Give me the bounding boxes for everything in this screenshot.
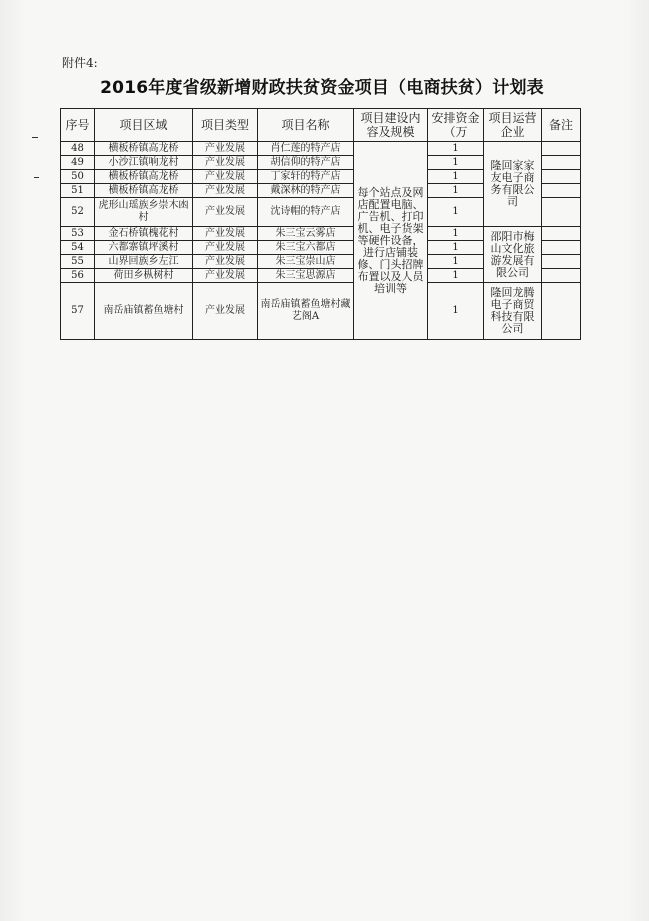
header-seq: 序号: [61, 109, 95, 142]
cell-name: 南岳庙镇蓄鱼塘村藏艺阁A: [258, 283, 354, 340]
cell-company-2: 邵阳市梅山文化旅游发展有限公司: [484, 227, 542, 283]
cell-area: 六都寨镇坪溪村: [95, 241, 193, 255]
cell-type: 产业发展: [193, 269, 258, 283]
header-remark: 备注: [542, 109, 581, 142]
cell-area: 金石桥镇槐花村: [95, 227, 193, 241]
cell-name: 沈诗帽的特产店: [258, 198, 354, 227]
header-type: 项目类型: [193, 109, 258, 142]
cell-remark: [542, 255, 581, 269]
scan-mark: [34, 177, 39, 178]
cell-seq: 49: [61, 156, 95, 170]
cell-remark: [542, 142, 581, 156]
cell-seq: 51: [61, 184, 95, 198]
cell-seq: 55: [61, 255, 95, 269]
cell-funds: 1: [428, 184, 484, 198]
table-row: [61, 283, 581, 340]
cell-name: 胡信仰的特产店: [258, 156, 354, 170]
cell-area: 虎形山瑶族乡崇木凼村: [95, 198, 193, 227]
cell-remark: [542, 283, 581, 340]
cell-remark: [542, 184, 581, 198]
header-company: 项目运营企业: [484, 109, 542, 142]
cell-funds: 1: [428, 269, 484, 283]
cell-name: 朱三宝思源店: [258, 269, 354, 283]
cell-seq: 57: [61, 283, 95, 340]
cell-remark: [542, 170, 581, 184]
cell-name: 戴深林的特产店: [258, 184, 354, 198]
attachment-label: 附件4:: [62, 56, 98, 70]
cell-company-1: 隆回家家友电子商务有限公司: [484, 142, 542, 227]
header-scope: 项目建设内容及规模: [354, 109, 428, 142]
cell-funds: 1: [428, 227, 484, 241]
cell-name: 朱三宝崇山店: [258, 255, 354, 269]
cell-area: 横板桥镇高龙桥: [95, 184, 193, 198]
scan-mark: [32, 137, 38, 138]
cell-funds: 1: [428, 156, 484, 170]
cell-seq: 56: [61, 269, 95, 283]
cell-name: 朱三宝六都店: [258, 241, 354, 255]
cell-type: 产业发展: [193, 170, 258, 184]
cell-seq: 50: [61, 170, 95, 184]
cell-remark: [542, 198, 581, 227]
table-row: [61, 142, 581, 156]
header-funds: 安排资金（万: [428, 109, 484, 142]
cell-remark: [542, 241, 581, 255]
header-area: 项目区域: [95, 109, 193, 142]
cell-seq: 52: [61, 198, 95, 227]
header-name: 项目名称: [258, 109, 354, 142]
table-row: [61, 227, 581, 241]
cell-funds: 1: [428, 283, 484, 340]
cell-area: 南岳庙镇蓄鱼塘村: [95, 283, 193, 340]
cell-company-3: 隆回龙腾电子商贸科技有限公司: [484, 283, 542, 340]
cell-area: 山界回族乡左江: [95, 255, 193, 269]
cell-type: 产业发展: [193, 227, 258, 241]
cell-name: 丁家轩的特产店: [258, 170, 354, 184]
cell-seq: 54: [61, 241, 95, 255]
cell-funds: 1: [428, 241, 484, 255]
header-row: [61, 109, 581, 142]
cell-type: 产业发展: [193, 142, 258, 156]
cell-type: 产业发展: [193, 184, 258, 198]
cell-seq: 48: [61, 142, 95, 156]
cell-remark: [542, 156, 581, 170]
cell-seq: 53: [61, 227, 95, 241]
cell-area: 小沙江镇响龙村: [95, 156, 193, 170]
cell-funds: 1: [428, 255, 484, 269]
cell-type: 产业发展: [193, 198, 258, 227]
cell-remark: [542, 269, 581, 283]
cell-type: 产业发展: [193, 241, 258, 255]
cell-area: 横板桥镇高龙桥: [95, 142, 193, 156]
cell-remark: [542, 227, 581, 241]
cell-name: 朱三宝云雾店: [258, 227, 354, 241]
cell-type: 产业发展: [193, 255, 258, 269]
cell-funds: 1: [428, 170, 484, 184]
cell-funds: 1: [428, 198, 484, 227]
cell-name: 肖仁莲的特产店: [258, 142, 354, 156]
cell-scope-merged: 每个站点及网店配置电脑、广告机、打印机、电子货架等硬件设备，进行店铺装修、门头招牌布置以及人员培训等: [354, 142, 428, 340]
cell-area: 横板桥镇高龙桥: [95, 170, 193, 184]
cell-area: 荷田乡枞树村: [95, 269, 193, 283]
plan-table: [60, 108, 581, 340]
cell-funds: 1: [428, 142, 484, 156]
document-title: 2016年度省级新增财政扶贫资金项目（电商扶贫）计划表: [100, 78, 544, 98]
cell-type: 产业发展: [193, 283, 258, 340]
cell-type: 产业发展: [193, 156, 258, 170]
